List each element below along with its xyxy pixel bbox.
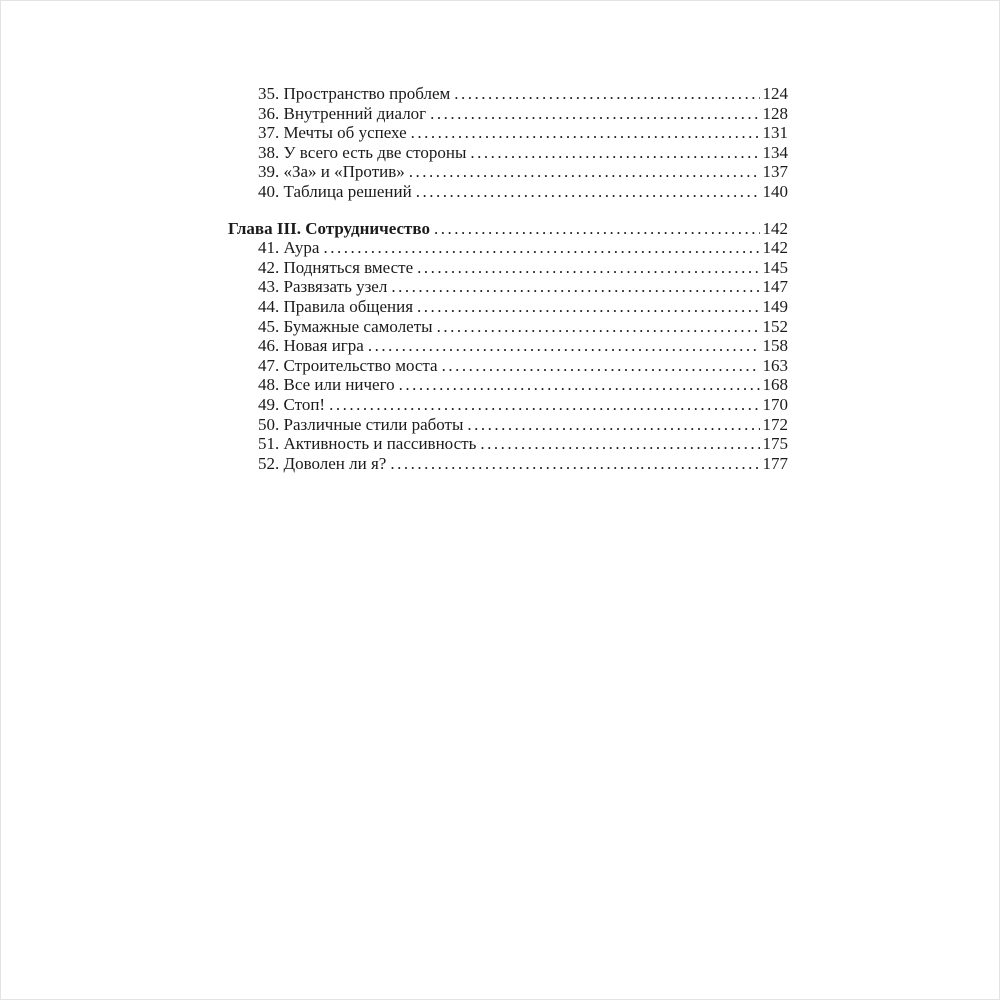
toc-entry-page: 131 [762, 123, 788, 143]
toc-entry [228, 375, 788, 395]
toc-entry-page: 163 [762, 355, 788, 375]
toc-entry [228, 454, 788, 474]
dot-leader [434, 219, 760, 239]
dot-leader [480, 434, 759, 454]
toc-entry-title: 38. У всего есть две стороны [258, 142, 467, 162]
toc-entry [228, 104, 788, 124]
toc-entry-page: 168 [762, 375, 788, 395]
toc-entry [228, 336, 788, 356]
dot-leader [442, 356, 760, 376]
toc-entry-page: 145 [762, 257, 788, 277]
toc-entry-title: 43. Развязать узел [258, 277, 388, 297]
toc-entry-title: 51. Активность и пассивность [258, 434, 477, 454]
dot-leader [411, 123, 760, 143]
toc-entry-title: 36. Внутренний диалог [258, 103, 427, 123]
toc-entry-title: 40. Таблица решений [258, 181, 412, 201]
toc-entry [228, 317, 788, 337]
toc-entry-page: 152 [762, 316, 788, 336]
toc-entry [228, 297, 788, 317]
toc-entry-page: 175 [762, 434, 788, 454]
toc-entry-page: 140 [762, 181, 788, 201]
toc-entry [228, 415, 788, 435]
toc-entry [228, 258, 788, 278]
toc-chapter-title: Глава III. Сотрудничество [228, 218, 430, 238]
toc-chapter-heading [228, 219, 788, 239]
toc-entry-title: 48. Все или ничего [258, 375, 395, 395]
toc-entry-page: 147 [762, 277, 788, 297]
dot-leader [416, 182, 760, 202]
dot-leader [454, 84, 759, 104]
toc-entry-page: 149 [762, 296, 788, 316]
toc-entry [228, 162, 788, 182]
toc-entry [228, 356, 788, 376]
dot-leader [470, 143, 759, 163]
toc-entry-page: 134 [762, 142, 788, 162]
dot-leader [329, 395, 759, 415]
toc-entry-title: 47. Строительство моста [258, 355, 438, 375]
dot-leader [368, 336, 760, 356]
toc-entry-page: 158 [762, 336, 788, 356]
toc-entry [228, 84, 788, 104]
dot-leader [399, 375, 760, 395]
dot-leader [430, 104, 759, 124]
toc-entry-title: 35. Пространство проблем [258, 84, 451, 103]
toc-entry [228, 123, 788, 143]
dot-leader [417, 297, 759, 317]
toc-entry-page: 142 [762, 238, 788, 258]
dot-leader [390, 454, 759, 474]
toc-entry-page: 128 [762, 103, 788, 123]
dot-leader [323, 238, 759, 258]
toc-entry-title: 46. Новая игра [258, 336, 364, 356]
toc-entry-page: 124 [762, 84, 788, 103]
toc-entry [228, 143, 788, 163]
toc-entry-title: 39. «За» и «Против» [258, 162, 405, 182]
toc-entry-page: 172 [762, 414, 788, 434]
toc-entry-title: 50. Различные стили работы [258, 414, 464, 434]
toc-entry [228, 182, 788, 202]
toc-entry-title: 44. Правила общения [258, 296, 414, 316]
toc-chapter-page: 142 [762, 218, 788, 238]
dot-leader [437, 317, 760, 337]
toc-entry [228, 277, 788, 297]
toc-entry-page: 170 [762, 394, 788, 414]
toc-entry [228, 238, 788, 258]
toc-entry [228, 395, 788, 415]
toc-entry-page: 177 [762, 453, 788, 473]
toc-entry-title: 49. Стоп! [258, 394, 326, 414]
toc-entry-title: 45. Бумажные самолеты [258, 316, 433, 336]
toc-entry-title: 52. Доволен ли я? [258, 453, 387, 473]
table-of-contents [228, 84, 788, 473]
toc-entry [228, 434, 788, 454]
toc-entry-title: 37. Мечты об успехе [258, 123, 407, 143]
dot-leader [467, 415, 759, 435]
toc-entry-page: 137 [762, 162, 788, 182]
dot-leader [391, 277, 759, 297]
toc-entry-title: 42. Подняться вместе [258, 257, 414, 277]
toc-entry-title: 41. Аура [258, 238, 320, 258]
dot-leader [417, 258, 759, 278]
dot-leader [409, 162, 760, 182]
